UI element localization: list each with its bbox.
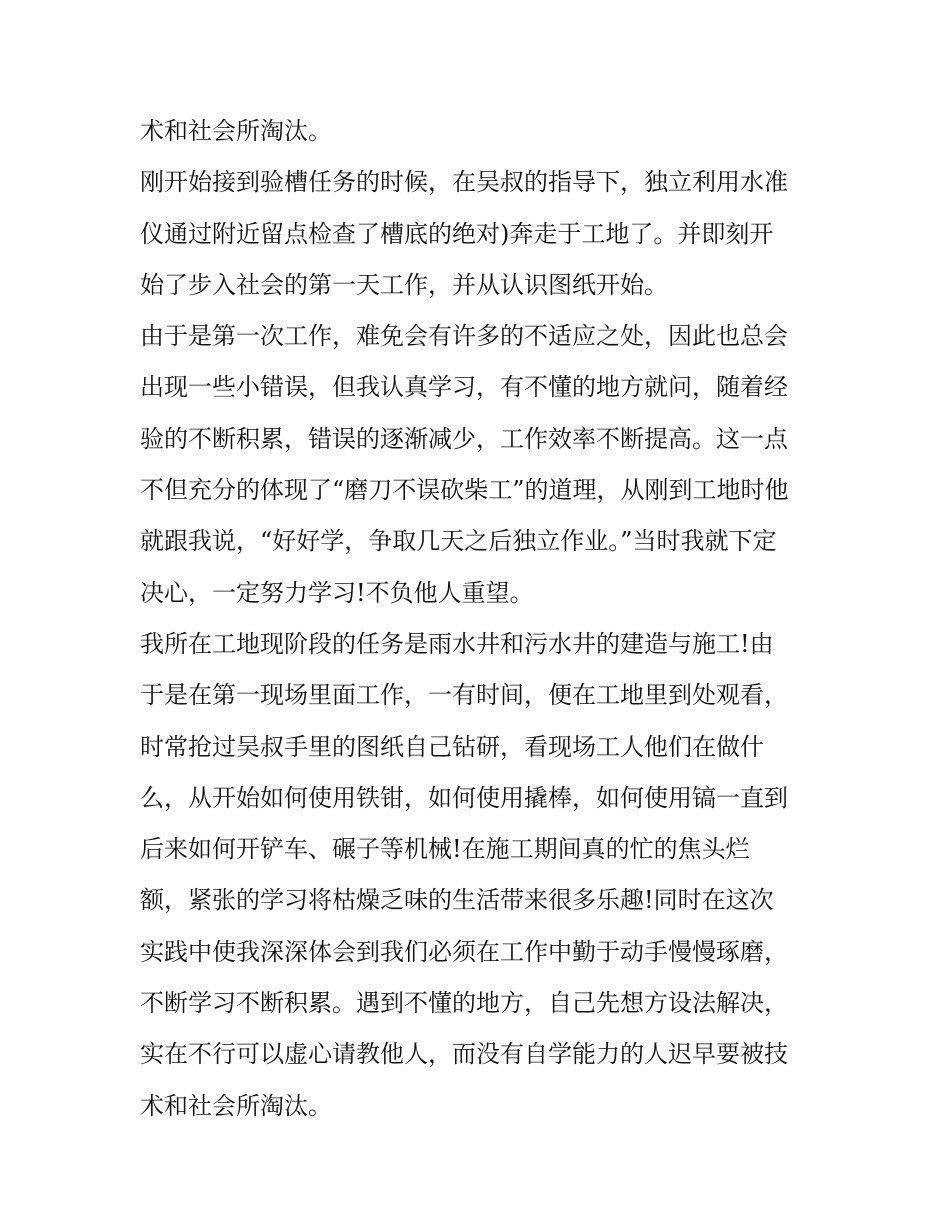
text-line: 时常抢过吴叔手里的图纸自己钻研，看现场工人他们在做什	[140, 732, 764, 761]
text-line: 我所在工地现阶段的任务是雨水井和污水井的建造与施工!由	[140, 629, 774, 658]
text-line: 术和社会所淘汰。	[140, 1091, 332, 1120]
text-line: 后来如何开铲车、碾子等机械!在施工期间真的忙的焦头烂	[140, 835, 750, 864]
text-line: 验的不断积累，错误的逐渐减少，工作效率不断提高。这一点	[140, 424, 788, 453]
text-line: 么，从开始如何使用铁钳，如何使用撬棒，如何使用镐一直到	[140, 783, 788, 812]
text-line: 实在不行可以虚心请教他人，而没有自学能力的人迟早要被技	[140, 1040, 788, 1069]
text-line: 于是在第一现场里面工作，一有时间，便在工地里到处观看，	[140, 681, 788, 710]
text-line: 决心，一定努力学习!不负他人重望。	[140, 578, 534, 607]
document-body	[140, 106, 820, 1132]
text-line: 额，紧张的学习将枯燥乏味的生活带来很多乐趣!同时在这次	[140, 886, 774, 915]
text-line: 就跟我说，“好好学，争取几天之后独立作业。”当时我就下定	[140, 527, 777, 556]
text-line: 始了步入社会的第一天工作，并从认识图纸开始。	[140, 270, 668, 299]
text-line: 实践中使我深深体会到我们必须在工作中勤于动手慢慢琢磨，	[140, 937, 788, 966]
text-line: 刚开始接到验槽任务的时候，在吴叔的指导下，独立利用水准	[140, 168, 788, 197]
text-line: 不但充分的体现了“磨刀不误砍柴工”的道理，从刚到工地时他	[140, 476, 789, 505]
text-line: 术和社会所淘汰。	[140, 117, 332, 145]
text-line: 不断学习不断积累。遇到不懂的地方，自己先想方设法解决，	[140, 989, 788, 1018]
text-line: 仪通过附近留点检查了槽底的绝对)奔走于工地了。并即刻开	[140, 219, 774, 248]
text-line: 由于是第一次工作，难免会有许多的不适应之处，因此也总会	[140, 322, 788, 351]
text-line: 出现一些小错误，但我认真学习，有不懂的地方就问，随着经	[140, 373, 788, 402]
